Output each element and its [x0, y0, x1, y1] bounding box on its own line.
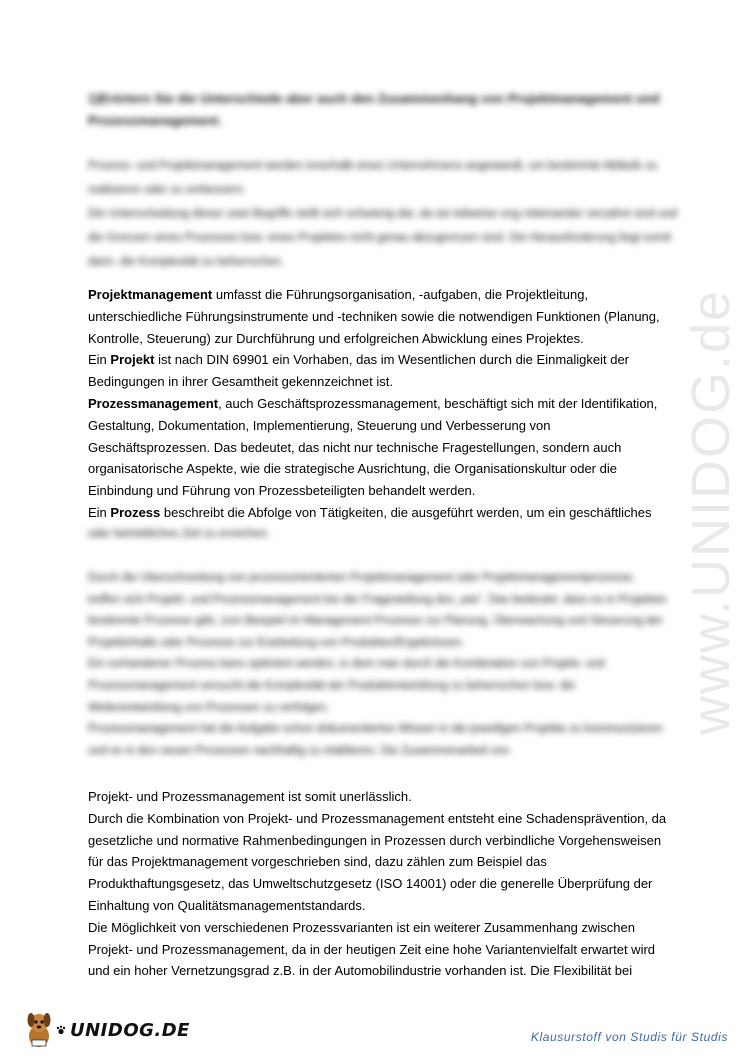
continuation-paragraph: Projekt- und Prozessmanagement ist somit unerlässlich.: [88, 789, 412, 804]
blurred-paragraph: Prozessmanagement hat die Aufgabe schon dokumentiertes Wissen in die jeweiligen Projekte zu kommunizieren und es in den neuen Prozessen nachhaltig zu etablieren. Die Zusammenarbeit von: [88, 723, 663, 757]
definition-prozessmanagement: [88, 393, 668, 502]
watermark: www.UNIDOG.de: [681, 288, 741, 735]
definition-text: beschreibt die Abfolge von Tätigkeiten, die ausgeführt werden, um ein geschäftliches: [160, 504, 652, 520]
term-prozess: Prozess: [110, 504, 161, 520]
definition-prozess: [88, 502, 668, 524]
definition-text: , auch Geschäftsprozessmanagement, beschäftigt sich mit der Identifikation, Gestaltung, Dokumentation, Implementierung, Steuerung und Verbesserung von Geschäftsprozessen. Das bedeutet, das nicht nur technische Fragestellungen, sondern auch organisatorische Aspekte, wie die strategische Ausrichtung, die Organisationskultur oder die Einbindung und Führung von Prozessbeteiligten behandelt werden.: [88, 395, 658, 499]
continuation-paragraph: Durch die Kombination von Projekt- und Prozessmanagement entsteht eine Schadensprävention, da gesetzliche und normative Rahmenbedingungen in Prozessen durch verbindliche Vorgehensweisen für das Projektmanagement vorgeschrieben sind, dazu zählen zum Beispiel das Produkthaftungsgesetz, das Umweltschutzgesetz (ISO 14001) oder die generelle Überprüfung der Einhaltung von Qualitätsmanagementstandards.: [88, 810, 667, 913]
definition-text: ist nach DIN 69901 ein Vorhaben, das im Wesentlichen durch die Einmaligkeit der Bedingungen in ihrer Gesamtheit gekennzeichnet ist.: [88, 352, 630, 390]
term-projektmanagement: Projektmanagement: [88, 287, 213, 302]
blurred-paragraph: Durch die Überschneidung von prozessorientierten Projektmanagement oder Projektmanagementprozesse, treffen sich Projekt- und Prozessmanagement bei der Fragestellung des „wie“. Das bedeutet, dass es in Projekten bestimmte Prozesse gibt, zum Beispiel im Management Prozesse zur Planung, Überwachung und Steuerung der Projektinhalte oder Prozesse zur Erarbeitung von Produkten/Ergebnissen.: [88, 572, 667, 649]
definition-text: Ein: [88, 352, 111, 368]
definition-projektmanagement: [88, 284, 668, 349]
definition-text: umfasst die Führungsorganisation, -aufgaben, die Projektleitung, unterschiedliche Führungsinstrumente und -techniken sowie die notwendigen Funktionen (Planung, Kontrolle, Steuerung) zur Durchführung und erfolgreichen Abwicklung eines Projektes.: [88, 287, 660, 346]
definition-text: Ein: [88, 504, 111, 520]
intro-paragraph: Prozess- und Projektmanagement werden innerhalb eines Unternehmens angewandt, um bestimmte Abläufe zu realisieren oder zu verbessern.: [88, 160, 658, 196]
term-projekt: Projekt: [110, 352, 155, 368]
question-heading: 1)Erörtern Sie die Unterschiede aber auch den Zusammenhang von Projektmanagement und Prozessmanagement.: [88, 91, 660, 128]
continuation-block: [88, 786, 668, 982]
term-prozessmanagement: Prozessmanagement: [88, 395, 219, 411]
continuation-paragraph: Die Möglichkeit von verschiedenen Prozessvarianten ist ein weiterer Zusammenhang zwischen Projekt- und Prozessmanagement, da in der heutigen Zeit eine hohe Variantenvielfalt erwartet wird und ein hoher Vernetzungsgrad z.B. in der Automobilindustrie vorhanden ist. Die Flexibilität bei: [88, 919, 656, 979]
intro-block: [88, 154, 678, 274]
logo-text: UNIDOG.DE: [70, 1019, 190, 1041]
definition-projekt: [88, 349, 668, 393]
intro-paragraph: Die Unterscheidung dieser zwei Begriffe stellt sich schwierig dar, da sie teilweise eng miteinander verzahnt sind und die Grenzen eines Prozesses bzw. eines Projektes nicht genau abzugrenzen sind. Die Herausforderung liegt somit darin, die Komplexität zu beherrschen.: [88, 208, 678, 268]
footer-logo[interactable]: [22, 1010, 190, 1050]
footer-slogan: Klausurstoff von Studis für Studis: [530, 1030, 728, 1044]
dog-mascot-icon: [22, 1010, 56, 1050]
definitions-block: [88, 284, 668, 546]
blurred-paragraph: Ein vorhandener Prozess kann optimiert werden, in dem man durch die Kombination von Projekt- und Prozessmanagement versucht die Komplexität der Produktentwicklung zu beherrschen bzw. die Weiterentwicklung von Prozessen zu verfolgen.: [88, 658, 605, 714]
definition-prozess-tail: oder betriebliches Ziel zu erreichen.: [88, 527, 271, 540]
paw-icon: [56, 1025, 66, 1035]
blurred-section: [88, 568, 668, 762]
